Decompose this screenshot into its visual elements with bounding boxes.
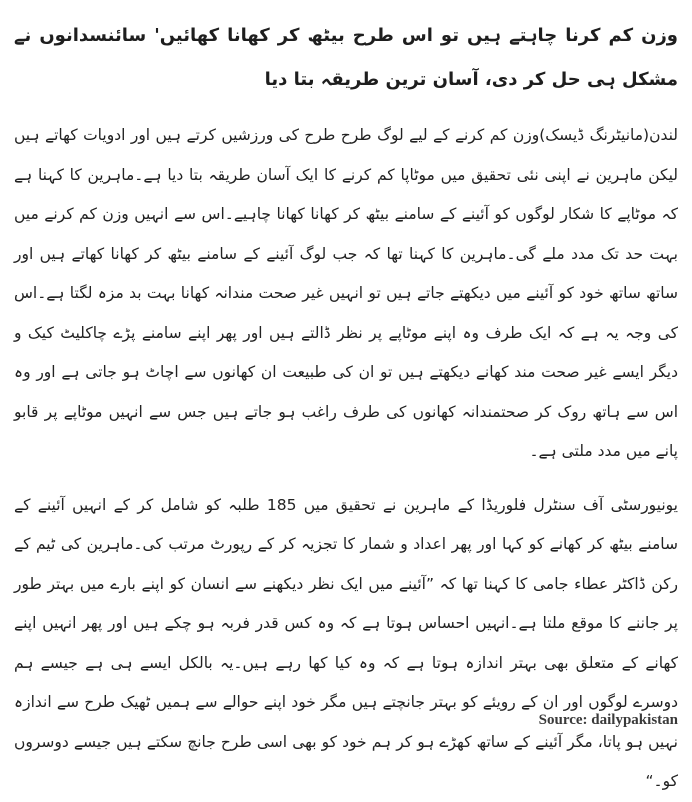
article-paragraph-2: یونیورسٹی آف سنٹرل فلوریڈا کے ماہرین نے تحقیق میں 185 طلبہ کو شامل کر کے انہیں آئینے کے سامنے بیٹھ کر کھانے کو کہا اور پھر اعداد و شمار کا تجزیہ کر کے رپورٹ مرتب کی۔ماہرین کی ٹیم کے رکن ڈاکٹر عطاء جامی کا کہنا تھا کہ ”آئینے میں ایک نظر دیکھنے سے انسان کو اپنے بارے میں بہتر طور پر جاننے کا موقع ملتا ہے۔انہیں احساس ہوتا ہے کہ وہ کس قدر فربہ ہو چکے ہیں اور پھر انہیں اپنے کھانے کے متعلق بھی بہتر اندازہ ہوتا ہے کہ وہ کیا کھا رہے ہیں۔یہ بالکل ایسے ہی ہے جیسے ہم دوسرے لوگوں اور ان کے رویئے کو بہتر جانچتے ہیں مگر خود اپنے حوالے سے ہمیں ٹھیک طرح سے اندازہ نہیں ہو پاتا، مگر آئینے کے ساتھ کھڑے ہو کر ہم خود کو بھی اسی طرح جانچ سکتے ہیں جیسے دوسروں کو۔“: [14, 495, 678, 791]
source-attribution: Source: dailypakistan: [538, 712, 678, 728]
article-paragraph-1: لندن(مانیٹرنگ ڈیسک)وزن کم کرنے کے لیے لوگ طرح طرح کی ورزشیں کرتے ہیں اور ادویات کھاتے ہیں لیکن ماہرین نے اپنی نئی تحقیق میں موٹاپا کم کرنے کا ایک آسان طریقہ بتا دیا ہے۔ماہرین کا کہنا ہے کہ موٹاپے کا شکار لوگوں کو آئینے کے سامنے بیٹھ کر کھانا کھانا چاہیے۔اس سے انہیں وزن کم کرنے میں بہت حد تک مدد ملے گی۔ماہرین کا کہنا تھا کہ جب لوگ آئینے کے سامنے بیٹھ کر کھانا کھاتے ہیں اور ساتھ ساتھ خود کو آئینے میں دیکھتے جاتے ہیں تو انہیں غیر صحت مندانہ کھانا بہت بد مزہ لگتا ہے۔اس کی وجہ یہ ہے کہ ایک طرف وہ اپنے موٹاپے پر نظر ڈالتے ہیں اور پھر اپنے سامنے پڑے چاکلیٹ کیک و دیگر ایسے غیر صحت مند کھانے دیکھتے ہیں تو ان کی طبیعت ان کھانوں سے اچاٹ ہو جاتی ہے اور وہ اس سے ہاتھ روک کر صحتمندانہ کھانوں کی طرف راغب ہو جاتے ہیں جس سے انہیں موٹاپے پر قابو پانے میں مدد ملتی ہے۔: [14, 126, 678, 461]
article-title: وزن کم کرنا چاہتے ہیں تو اس طرح بیٹھ کر کھانا کھائیں' سائنسدانوں نے مشکل ہی حل کر دی، آسان ترین طریقہ بتا دیا: [14, 25, 678, 91]
